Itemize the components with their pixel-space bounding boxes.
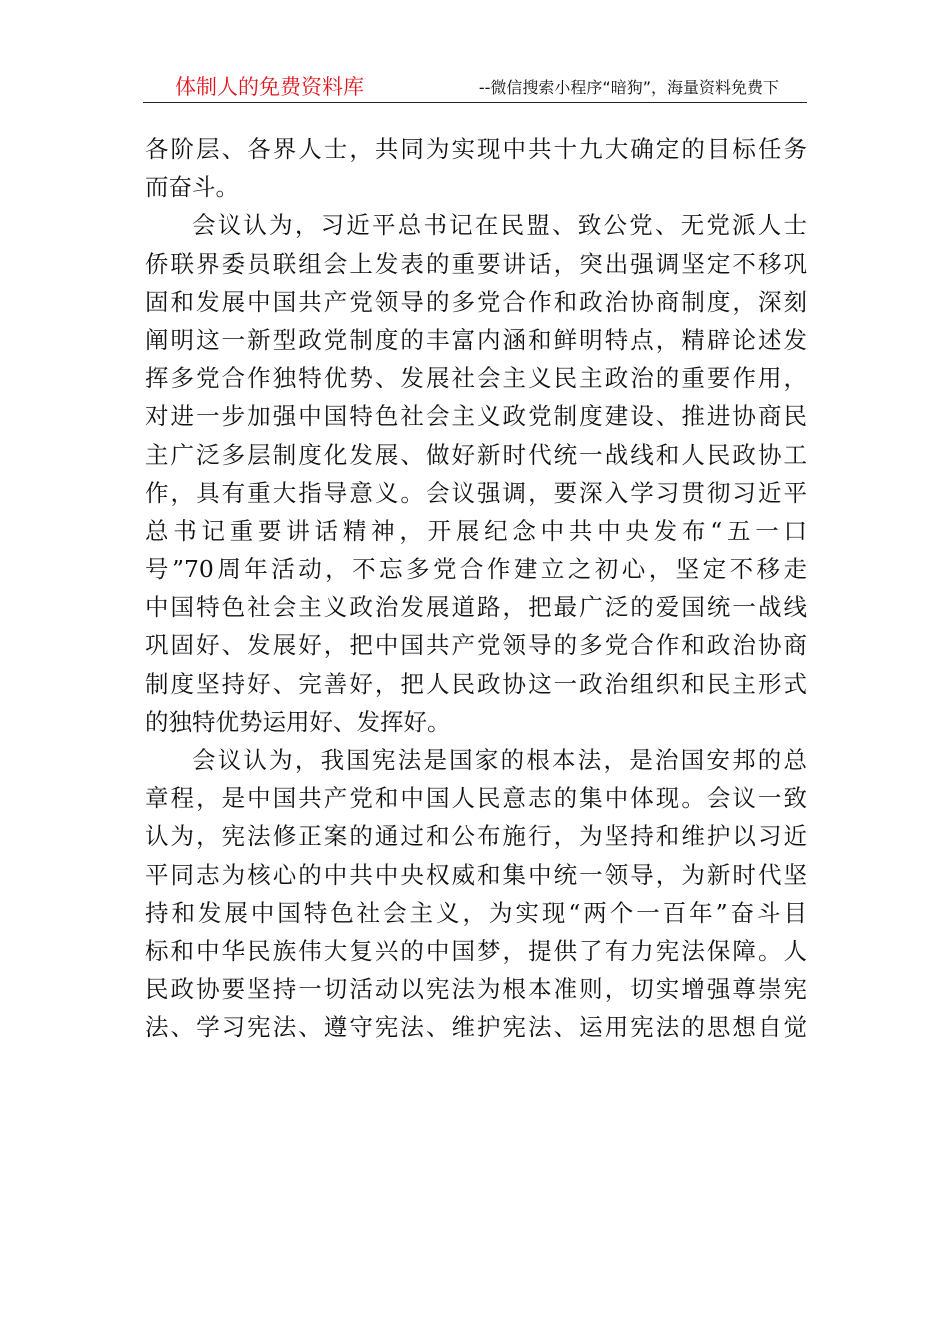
paragraph-first-line: 会议认为，我国宪法是国家的根本法，是治国安邦的总 [192,746,807,774]
paragraph-first-line: 会议认为，习近平总书记在民盟、致公党、无党派人士 [192,211,807,240]
text-line: 制度坚持好、完善好，把人民政协这一政治组织和民主形式 [145,669,807,698]
text-line: 主广泛多层制度化发展、做好新时代统一战线和人民政协工 [145,440,807,469]
text-line: 持和发展中国特色社会主义，为实现“两个一百年”奋斗目 [145,898,807,927]
text-line: 作，具有重大指导意义。会议强调，要深入学习贯彻习近平 [145,478,807,507]
text-line: 阐明这一新型政党制度的丰富内涵和鲜明特点，精辟论述发 [145,325,807,354]
text-line: 巩固好、发展好，把中国共产党领导的多党合作和政治协商 [145,631,807,660]
text-line: 法、学习宪法、遵守宪法、维护宪法、运用宪法的思想自觉 [145,1013,807,1042]
header-slogan-text: --微信搜索小程序“暗狗”，海量资料免费下 [478,78,779,97]
text-line: 号”70周年活动，不忘多党合作建立之初心，坚定不移走 [145,555,807,584]
text-line: 各阶层、各界人士，共同为实现中共十九大确定的目标任务 [145,135,807,163]
text-line: 平同志为核心的中共中央权威和集中统一领导，为新时代坚 [145,860,807,889]
text-line: 章程，是中国共产党和中国人民意志的集中体现。会议一致 [145,784,807,813]
page-header [143,74,807,103]
text-line: 对进一步加强中国特色社会主义政党制度建设、推进协商民 [145,402,807,431]
text-line: 标和中华民族伟大复兴的中国梦，提供了有力宪法保障。人 [145,936,807,965]
text-line: 固和发展中国共产党领导的多党合作和政治协商制度，深刻 [145,287,807,316]
text-line: 中国特色社会主义政治发展道路，把最广泛的爱国统一战线 [145,593,807,622]
text-line: 的独特优势运用好、发挥好。 [145,707,451,736]
text-line: 侨联界委员联组会上发表的重要讲话，突出强调坚定不移巩 [145,249,807,278]
document-body [145,130,807,1047]
text-line: 而奋斗。 [145,173,239,202]
text-line: 认为，宪法修正案的通过和公布施行，为坚持和维护以习近 [145,822,807,851]
header-brand-text: 体制人的免费资料库 [175,75,364,99]
text-line: 挥多党合作独特优势、发展社会主义民主政治的重要作用， [145,364,807,393]
text-line: 总书记重要讲话精神，开展纪念中共中央发布“五一口 [145,516,807,545]
text-line: 民政协要坚持一切活动以宪法为根本准则，切实增强尊崇宪 [145,975,807,1004]
